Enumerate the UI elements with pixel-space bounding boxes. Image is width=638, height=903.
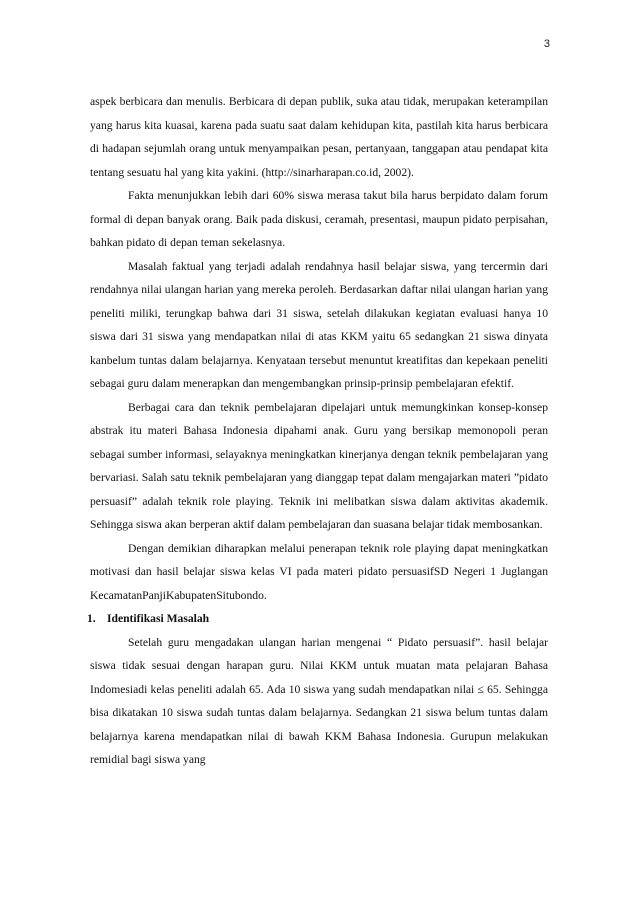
paragraph-masalah-faktual: Masalah faktual yang terjadi adalah rendahnya hasil belajar siswa, yang tercermin dari rendahnya nilai ulangan harian yang mereka peroleh. Berdasarkan daftar nilai ulangan harian yang peneliti miliki, terungkap bahwa dari 31 siswa, setelah dilakukan kegiatan evaluasi hanya 10 siswa dari 31 siswa yang mendapatkan nilai di atas KKM yaitu 65 sedangkan 21 siswa dinyata kanbelum tuntas dalam belajarnya. Kenyataan tersebut menuntut kreatifitas dan kepekaan peneliti sebagai guru dalam menerapkan dan mengembangkan prinsip-prinsip pembelajaran efektif.	[90, 259, 548, 390]
section-heading-number: 1.	[87, 612, 96, 625]
paragraph-continuation: aspek berbicara dan menulis. Berbicara di depan publik, suka atau tidak, merupakan keterampilan yang harus kita kuasai, karena pada suatu saat dalam kehidupan kita, pastilah kita harus berbicara di hadapan sejumlah orang untuk menyampaikan pesan, pertanyaan, tanggapan atau pendapat kita tentang sesuatu hal yang kita yakini. (http://sinarharapan.co.id, 2002).	[90, 95, 548, 179]
paragraph-fakta: Fakta menunjukkan lebih dari 60% siswa merasa takut bila harus berpidato dalam forum formal di depan banyak orang. Baik pada diskusi, ceramah, presentasi, maupun pidato perpisahan, bahkan pidato di depan teman sekelasnya.	[90, 189, 548, 249]
document-body	[87, 90, 548, 772]
paragraph-dengan-demikian: Dengan demikian diharapkan melalui penerapan teknik role playing dapat meningkatkan motivasi dan hasil belajar siswa kelas VI pada materi pidato persuasifSD Negeri 1 Juglangan KecamatanPanjiKabupatenSitubondo.	[90, 541, 548, 602]
paragraph-berbagai-cara: Berbagai cara dan teknik pembelajaran dipelajari untuk memungkinkan konsep-konsep abstrak itu materi Bahasa Indonesia dipahami anak. Guru yang bersikap memonopoli peran sebagai sumber informasi, selayaknya meningkatkan kinerjanya dengan teknik pembelajaran yang bervariasi. Salah satu teknik pembelajaran yang dianggap tepat dalam mengajarkan materi ”pidato persuasif” adalah teknik role playing. Teknik ini melibatkan siswa dalam aktivitas akademik. Sehingga siswa akan berperan aktif dalam pembelajaran dan suasana belajar tidak membosankan.	[90, 400, 548, 531]
paragraph-identifikasi: Setelah guru mengadakan ulangan harian mengenai “ Pidato persuasif”. hasil belajar siswa tidak sesuai dengan harapan guru. Nilai KKM untuk muatan mata pelajaran Bahasa Indomesiadi kelas peneliti adalah 65. Ada 10 siswa yang sudah mendapatkan nilai ≤ 65. Sehingga bisa dikatakan 10 siswa sudah tuntas dalam belajarnya. Sedangkan 21 siswa belum tuntas dalam belajarnya karena mendapatkan nilai di bawah KKM Bahasa Indonesia. Gurupun melakukan remidial bagi siswa yang	[90, 635, 548, 766]
section-heading-text: Identifikasi Masalah	[107, 612, 210, 625]
section-heading	[87, 607, 548, 631]
page-number: 3	[543, 38, 550, 50]
